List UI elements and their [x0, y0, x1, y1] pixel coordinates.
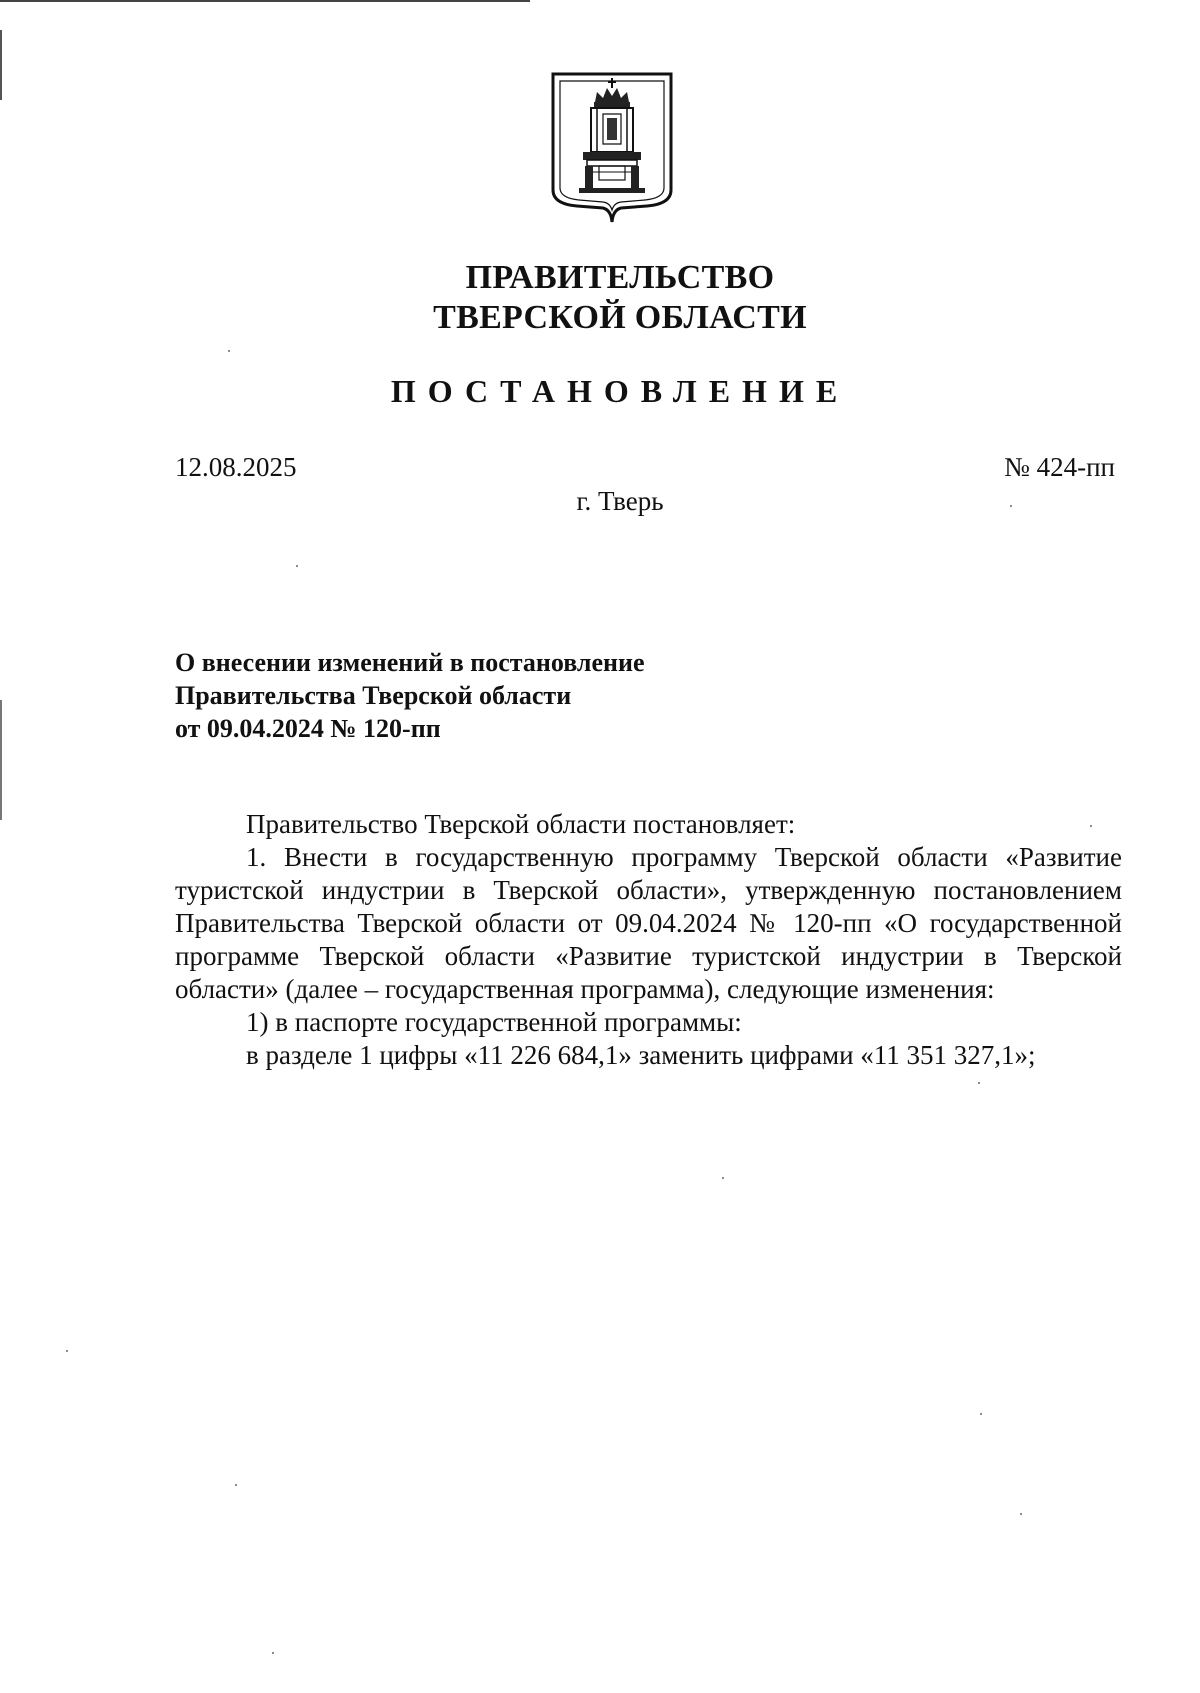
subject-line2: Правительства Тверской области: [175, 681, 572, 710]
document-number: № 424-пп: [1004, 452, 1115, 482]
document-city: г. Тверь: [576, 486, 664, 516]
document-body: [175, 808, 1122, 1072]
scan-speck: [66, 1350, 68, 1352]
scan-artifact-top: [0, 0, 530, 2]
scan-artifact-left: [0, 30, 2, 100]
body-paragraph-3: 1) в паспорте государственной программы:: [246, 1007, 742, 1037]
scan-speck: [272, 1652, 274, 1654]
tver-coat-of-arms-icon: [551, 72, 673, 224]
scan-speck: [228, 350, 230, 352]
government-title: [0, 258, 1200, 338]
scan-speck: [722, 1177, 724, 1179]
org-name-line1: ПРАВИТЕЛЬСТВО: [465, 259, 775, 296]
document-type: ПОСТАНОВЛЕНИЕ: [390, 373, 850, 409]
body-paragraph-2: 1. Внести в государственную программу Тверской области «Развитие туристской индустрии в Тверской области», утвержденную постановлением Правительства Тверской области от 09.04.2024 № 120-пп «О государственной программе Тверской области «Развитие туристской индустрии в Тверской области» (далее – государственная программа), следующие изменения:: [175, 842, 1122, 1004]
subject-line3: от 09.04.2024 № 120-пп: [175, 714, 441, 743]
scan-speck: [978, 1082, 980, 1084]
scan-speck: [1010, 505, 1012, 507]
body-paragraph-1: Правительство Тверской области постановляет:: [246, 809, 796, 839]
scan-speck: [235, 1484, 237, 1486]
scan-speck: [296, 565, 298, 567]
subject-line1: О внесении изменений в постановление: [175, 648, 645, 677]
document-date: 12.08.2025: [175, 452, 297, 482]
scan-artifact-left-lower: [0, 700, 2, 820]
org-name-line2: ТВЕРСКОЙ ОБЛАСТИ: [433, 299, 807, 336]
document-subject: [175, 646, 645, 745]
body-paragraph-4: в разделе 1 цифры «11 226 684,1» заменить цифрами «11 351 327,1»;: [246, 1040, 1036, 1070]
scan-speck: [1090, 825, 1092, 827]
scan-speck: [1020, 1513, 1022, 1515]
scan-speck: [980, 1413, 982, 1415]
